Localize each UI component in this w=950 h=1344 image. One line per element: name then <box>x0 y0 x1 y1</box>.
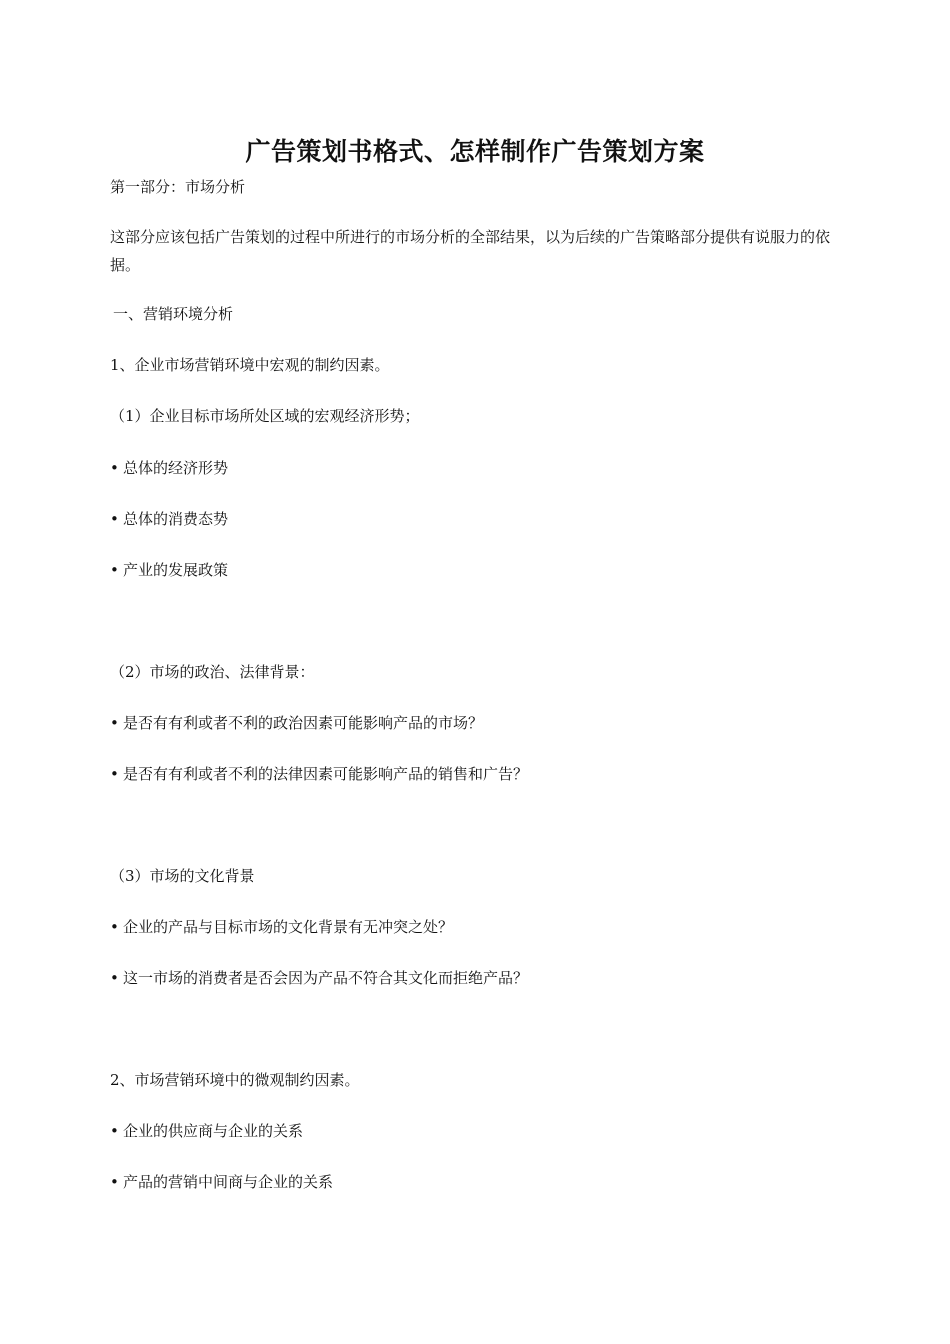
sub1-heading: （1）企业目标市场所处区域的宏观经济形势； <box>110 407 420 425</box>
list-item: • 总体的消费态势 <box>110 506 840 532</box>
list-item: • 企业的产品与目标市场的文化背景有无冲突之处？ <box>110 914 840 940</box>
intro-paragraph: 这部分应该包括广告策划的过程中所进行的市场分析的全部结果，以为后续的广告策略部分提供有说服力的依据。 <box>110 228 831 274</box>
bullet-icon: • <box>110 561 119 579</box>
item1-heading: 1、企业市场营销环境中宏观的制约因素。 <box>110 356 390 374</box>
bullet-icon: • <box>110 1173 119 1191</box>
sub3-heading: （3）市场的文化背景 <box>110 867 255 885</box>
bullet-icon: • <box>110 918 119 936</box>
section1-heading: 一、营销环境分析 <box>113 305 234 323</box>
list-item: • 总体的经济形势 <box>110 455 840 481</box>
list-item: • 是否有有利或者不利的法律因素可能影响产品的销售和广告？ <box>110 761 840 787</box>
bullet-icon: • <box>110 969 119 987</box>
bullet-icon: • <box>110 714 119 732</box>
list-item: • 这一市场的消费者是否会因为产品不符合其文化而拒绝产品？ <box>110 965 840 991</box>
bullet-icon: • <box>110 1122 119 1140</box>
sub2-heading: （2）市场的政治、法律背景： <box>110 663 315 681</box>
document-title: 广告策划书格式、怎样制作广告策划方案 <box>245 137 705 166</box>
bullet-icon: • <box>110 510 119 528</box>
list-item: • 产品的营销中间商与企业的关系 <box>110 1169 840 1195</box>
part1-heading: 第一部分：市场分析 <box>110 178 246 196</box>
bullet-icon: • <box>110 459 119 477</box>
list-item: • 企业的供应商与企业的关系 <box>110 1118 840 1144</box>
list-item: • 是否有有利或者不利的政治因素可能影响产品的市场？ <box>110 710 840 736</box>
list-item: • 产业的发展政策 <box>110 557 840 583</box>
item2-heading: 2、市场营销环境中的微观制约因素。 <box>110 1071 360 1089</box>
bullet-icon: • <box>110 765 119 783</box>
